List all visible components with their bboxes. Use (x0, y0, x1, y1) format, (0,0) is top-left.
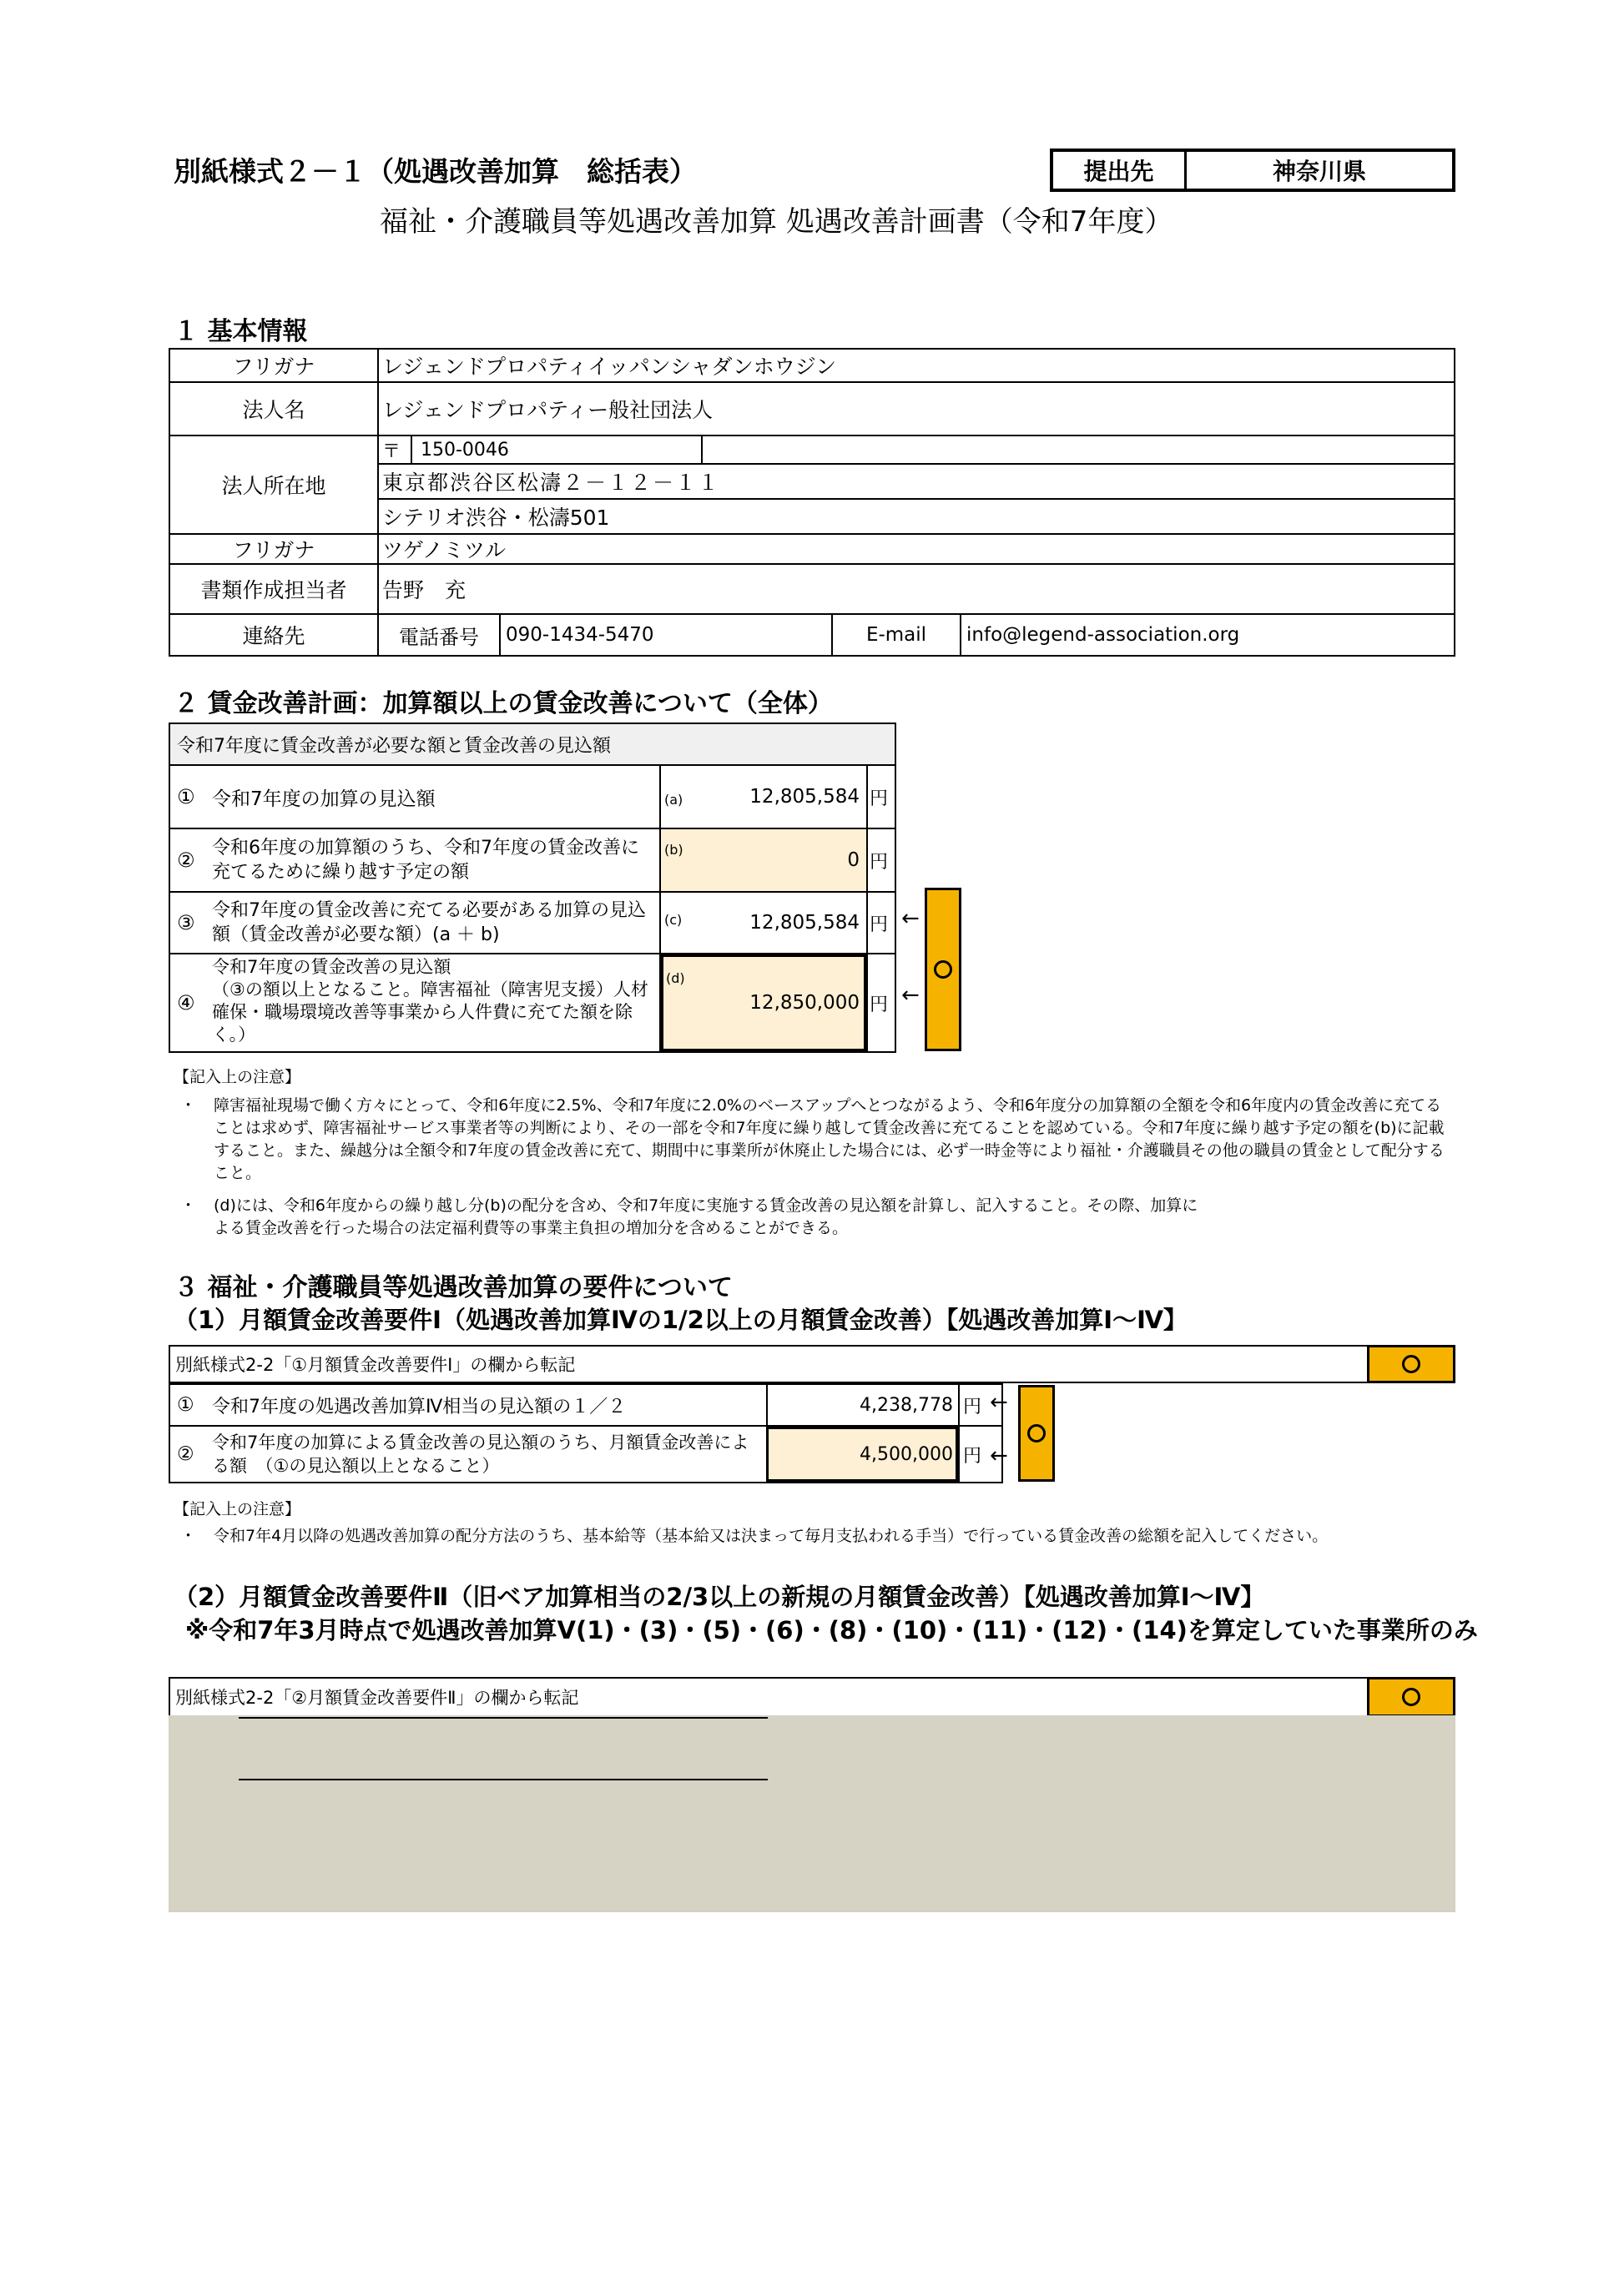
row3-value[interactable]: 12,805,584 (749, 912, 860, 934)
sub1-row1-unit: 円 (963, 1396, 982, 1417)
address-line1: 東京都渋谷区松濤２－１２－１１ (382, 471, 721, 495)
section3-heading: ３ 福祉・介護職員等処遇改善加算の要件について (174, 1273, 733, 1302)
email-label: E-mail (865, 624, 927, 646)
note-bullet-icon: ・ (180, 1196, 197, 1215)
sub1-row2-text: 令和7年度の加算による賃金改善の見込額のうち、月額賃金改善による額 （①の見込額以上となること） (212, 1432, 749, 1476)
sub2-subheading: ※令和7年3月時点で処遇改善加算Ⅴ(1)・(3)・(5)・(6)・(8)・(10)・(11)・(12)・(14)を算定していた事業所のみ (185, 1616, 1478, 1644)
sub2-transfer-result (1367, 1677, 1455, 1717)
basic-info-table (169, 348, 1455, 657)
row3-tag: (c) (664, 911, 683, 928)
sub1-row2-unit: 円 (963, 1445, 982, 1467)
sub1-row2-num: ② (177, 1443, 194, 1465)
row2-value[interactable]: 0 (847, 849, 860, 871)
row2-unit: 円 (870, 851, 889, 873)
note-bullet-icon: ・ (180, 1527, 197, 1545)
sub1-transfer-result (1367, 1345, 1455, 1383)
author-value: 告野 充 (382, 578, 467, 602)
sub1-row1-value[interactable]: 4,238,778 (860, 1394, 953, 1416)
form-title: 別紙様式２－１（処遇改善加算 総括表） (174, 155, 697, 188)
sub1-transfer-row (169, 1345, 1455, 1383)
row3-unit: 円 (870, 914, 889, 935)
furigana-label: フリガナ (232, 355, 315, 379)
furigana2-value: ツゲノミツル (382, 538, 507, 562)
arrow-icon: ← (990, 1390, 1008, 1415)
row4-value[interactable]: 12,850,000 (749, 992, 860, 1014)
phone-value: 090-1434-5470 (506, 624, 654, 646)
circle-icon (1402, 1355, 1420, 1373)
furigana-value: レジェンドプロパティイッパンシャダンホウジン (382, 355, 837, 379)
sub1-note: 令和7年4月以降の処遇改善加算の配分方法のうち、基本給等（基本給又は決まって毎月支払われる手当）で行っている賃金改善の総額を記入してください。 (214, 1527, 1329, 1545)
note-2: (d)には、令和6年度からの繰り越し分(b)の配分を含め、令和7年度に実施する賃金改善の見込額を計算し、記入すること。その際、加算による賃金改善を行った場合の法定福利費等の事業主負担の増加分を含めることができる。 (214, 1196, 1198, 1237)
sub1-table (169, 1383, 1003, 1483)
row4-unit: 円 (870, 994, 889, 1015)
sub2-transfer-row (169, 1677, 1455, 1717)
circle-icon (1402, 1688, 1420, 1706)
circle-icon (1027, 1424, 1046, 1443)
corp-name-value: レジェンドプロパティー般社団法人 (382, 398, 714, 422)
sub1-row1-num: ① (177, 1394, 194, 1416)
row3-num: ③ (177, 911, 195, 934)
contact-label: 連絡先 (242, 624, 305, 648)
row4-num: ④ (177, 991, 195, 1015)
section1-heading: １ 基本情報 (174, 317, 308, 346)
address-line2: シテリオ渋谷・松濤501 (382, 506, 610, 530)
submit-box (1050, 149, 1455, 192)
postal-mark: 〒 (382, 441, 401, 462)
sub1-heading: （1）月額賃金改善要件Ⅰ（処遇改善加算Ⅳの1/2以上の月額賃金改善）【処遇改善加算Ⅰ～Ⅳ】 (174, 1306, 1188, 1334)
furigana2-label: フリガナ (232, 538, 315, 562)
email-value: info@legend-association.org (966, 624, 1240, 646)
divider-line (239, 1717, 768, 1719)
corp-name-label: 法人名 (242, 398, 305, 422)
row2-tag: (b) (664, 841, 683, 858)
row1-num: ① (177, 785, 195, 808)
row1-unit: 円 (870, 788, 889, 809)
circle-icon (934, 960, 952, 979)
row1-text: 令和7年度の加算の見込額 (212, 788, 436, 810)
document-title: 福祉・介護職員等処遇改善加算 処遇改善計画書（令和7年度） (380, 205, 1173, 239)
sub1-row2-value[interactable]: 4,500,000 (860, 1443, 953, 1465)
submit-label: 提出先 (1053, 152, 1187, 189)
masked-area (169, 1715, 1455, 1912)
sub2-heading: （2）月額賃金改善要件Ⅱ（旧ベア加算相当の2/3以上の新規の月額賃金改善）【処遇改善加算Ⅰ～Ⅳ】 (174, 1583, 1265, 1611)
section2-heading: ２ 賃金改善計画：加算額以上の賃金改善について（全体） (174, 689, 833, 718)
wage-plan-header: 令和7年度に賃金改善が必要な額と賃金改善の見込額 (170, 724, 895, 766)
row2-text: 令和6年度の加算額のうち、令和7年度の賃金改善に充てるために繰り越す予定の額 (212, 838, 639, 883)
sub2-transfer-label: 別紙様式2-2「②月額賃金改善要件Ⅱ」の欄から転記 (175, 1688, 579, 1708)
author-label: 書類作成担当者 (200, 578, 347, 602)
row2-num: ② (177, 848, 195, 872)
row1-tag: (a) (664, 791, 683, 808)
address-label: 法人所在地 (221, 474, 326, 498)
phone-label: 電話番号 (399, 625, 479, 649)
sub1-check-result (1018, 1385, 1055, 1482)
divider-line (239, 1779, 768, 1780)
postal-code: 150-0046 (421, 439, 509, 461)
note-1: 障害福祉現場で働く方々にとって、令和6年度に2.5%、令和7年度に2.0%のベースアップへとつながるよう、令和6年度分の加算額の全額を令和6年度内の賃金改善に充てることは求めず、障害福祉サービス事業者等の判断により、その一部を令和7年度に繰り越して賃金改善に充てることを認めている。令和7年度に繰り越す予定の額を(b)に記載すること。また、繰越分は全額令和7年度の賃金改善に充て、期間中に事業所が休廃止した場合には、必ず一時金等により福祉・介護職員その他の職員の賃金として配分すること。 (214, 1096, 1445, 1182)
arrow-icon: ← (901, 983, 920, 1008)
wage-plan-table (169, 723, 896, 1053)
row3-text: 令和7年度の賃金改善に充てる必要がある加算の見込額（賃金改善が必要な額）(a ＋ b) (212, 900, 646, 945)
sub1-row1-text: 令和7年度の処遇改善加算Ⅳ相当の見込額の１／２ (212, 1396, 627, 1417)
notes-title: 【記入上の注意】 (174, 1068, 301, 1086)
arrow-icon: ← (901, 906, 920, 931)
sub1-notes-title: 【記入上の注意】 (174, 1500, 301, 1518)
submit-value: 神奈川県 (1272, 158, 1366, 185)
wage-check-result (925, 888, 961, 1051)
row4-tag: (d) (666, 969, 685, 986)
arrow-icon: ← (990, 1443, 1008, 1468)
row4-text: 令和7年度の賃金改善の見込額 （③の額以上となること。障害福祉（障害児支援）人材確保・職場環境改善等事業から人件費に充てた額を除く。） (212, 957, 648, 1045)
sub1-transfer-label: 別紙様式2-2「①月額賃金改善要件Ⅰ」の欄から転記 (175, 1355, 576, 1375)
note-bullet-icon: ・ (180, 1096, 197, 1115)
row1-value[interactable]: 12,805,584 (749, 786, 860, 808)
